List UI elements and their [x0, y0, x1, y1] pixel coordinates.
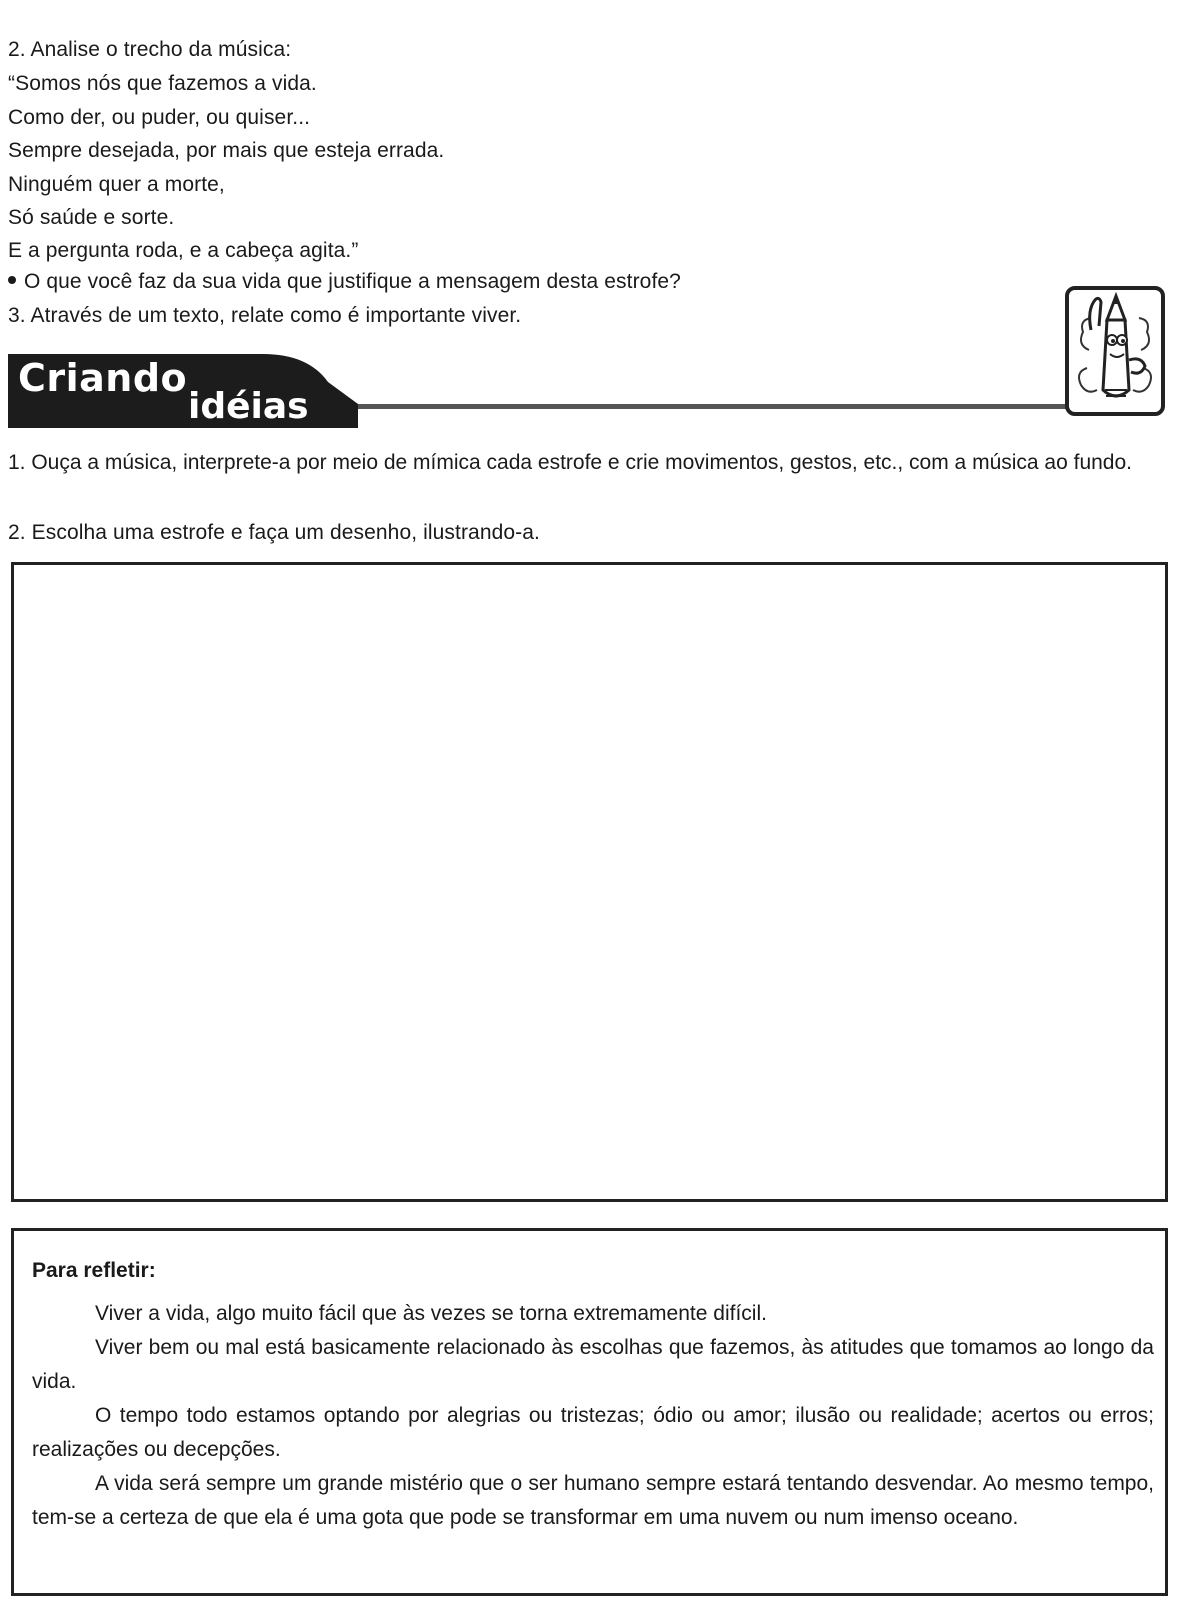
section-title-line-1: Criando	[18, 356, 188, 400]
reflection-paragraph-3: O tempo todo estamos optando por alegrias ou tristezas; ódio ou amor; ilusão ou realidade; acertos ou erros; realizações ou decepções.	[32, 1404, 1154, 1461]
lyric-line-4: Ninguém quer a morte,	[8, 173, 225, 196]
section-banner	[8, 352, 1168, 432]
drawing-area[interactable]	[11, 562, 1168, 1202]
reflection-paragraph-4: A vida será sempre um grande mistério que o ser humano sempre estará tentando desvendar. Ao mesmo tempo, tem-se a certeza de que ela é uma gota que pode se transformar em uma nuvem ou num imenso oceano.	[32, 1472, 1154, 1529]
question-3: 3. Através de um texto, relate como é importante viver.	[8, 304, 522, 327]
lyric-line-5: Só saúde e sorte.	[8, 206, 175, 229]
lyric-line-6: E a pergunta roda, e a cabeça agita.”	[8, 239, 359, 262]
reflection-box	[11, 1228, 1168, 1596]
activity-2: 2. Escolha uma estrofe e faça um desenho, ilustrando-a.	[8, 521, 540, 544]
question-2-intro: 2. Analise o trecho da música:	[8, 38, 292, 61]
reflection-title: Para refletir:	[32, 1259, 156, 1282]
lyric-line-3: Sempre desejada, por mais que esteja errada.	[8, 139, 445, 162]
reflection-paragraph-2: Viver bem ou mal está basicamente relacionado às escolhas que fazemos, às atitudes que tomamos ao longo da vida.	[32, 1336, 1154, 1393]
question-2-bullet: O que você faz da sua vida que justifique a mensagem desta estrofe?	[8, 269, 681, 294]
section-title-line-2: idéias	[188, 386, 309, 427]
lyric-line-1: “Somos nós que fazemos a vida.	[8, 72, 317, 95]
reflection-paragraph-1: Viver a vida, algo muito fácil que às vezes se torna extremamente difícil.	[95, 1302, 767, 1325]
activity-1: 1. Ouça a música, interprete-a por meio de mímica cada estrofe e crie movimentos, gestos, etc., com a música ao fundo.	[8, 451, 1133, 474]
pencil-mascot-icon	[1065, 286, 1165, 416]
lyric-line-2: Como der, ou puder, ou quiser...	[8, 106, 311, 129]
